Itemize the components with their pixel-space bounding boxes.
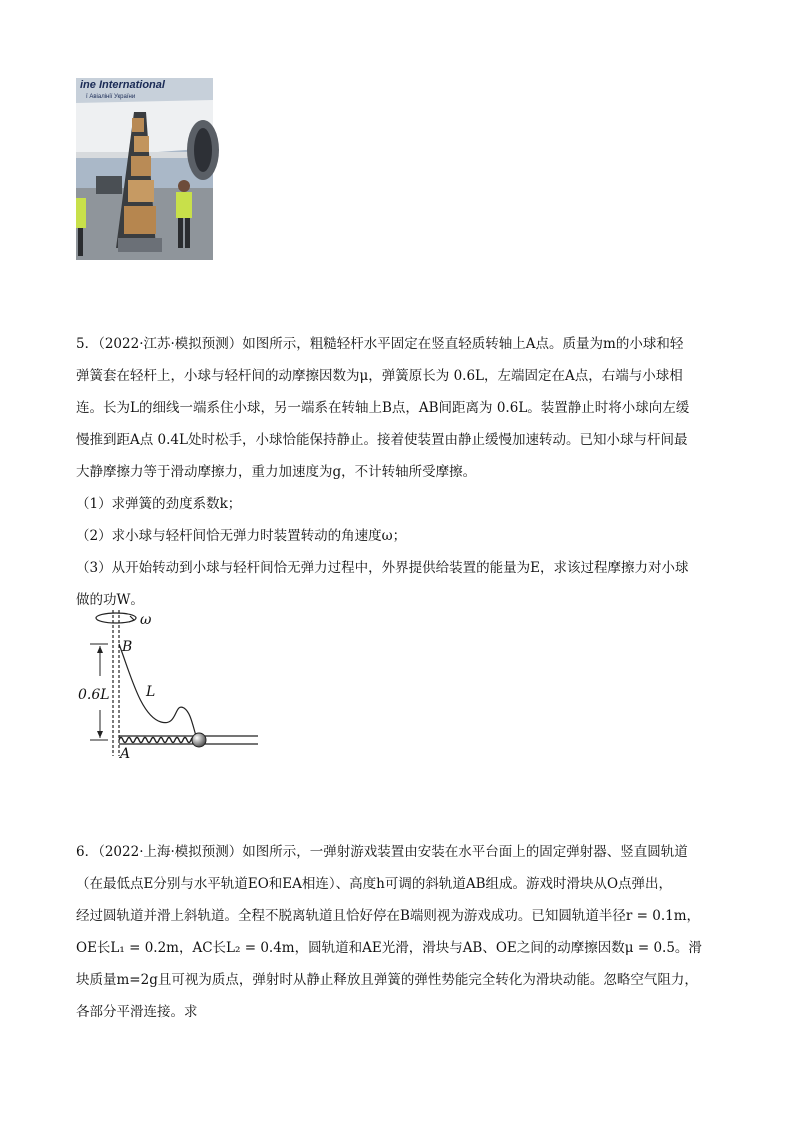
ball <box>192 733 206 747</box>
omega-label: ω <box>140 612 152 628</box>
q5-line: 连。长为L的细线一端系住小球，另一端系在转轴上B点，AB间距离为 0.6L。装置静止时将小球向左缓 <box>76 400 690 416</box>
distance-label: 0.6L <box>78 687 110 703</box>
length-label: L <box>146 684 156 700</box>
q5-line: 慢推到距A点 0.4L处时松手，小球恰能保持静止。接着使装置由静止缓慢加速转动。已知小球与杆间最 <box>76 432 688 448</box>
airline-logo-subtext: ї Авіалінії України <box>86 94 136 100</box>
rotating-rod-diagram <box>78 606 276 766</box>
q6-line: （在最低点E分别与水平轨道EO和EA相连）、高度h可调的斜轨道AB组成。游戏时滑块从O点弹出， <box>76 876 673 892</box>
q6-line: 各部分平滑连接。求 <box>76 1004 198 1020</box>
spring <box>119 738 199 743</box>
q6-line: OE长L₁ = 0.2m，AC长L₂ = 0.4m，圆轨道和AE光滑，滑块与AB、OE之间的动摩擦因数μ = 0.5。滑 <box>76 940 702 956</box>
airline-logo-text: ine International <box>80 79 165 91</box>
q6-line: 经过圆轨道并滑上斜轨道。全程不脱离轨道且恰好停在B端则视为游戏成功。已知圆轨道半径r = 0.1m， <box>76 908 701 924</box>
q5-line: 弹簧套在轻杆上，小球与轻杆间的动摩擦因数为μ，弹簧原长为 0.6L，左端固定在A点，右端与小球相 <box>76 368 683 384</box>
q6-line: 块质量m=2g且可视为质点，弹射时从静止释放且弹簧的弹性势能完全转化为滑块动能。忽略空气阻力， <box>76 972 698 988</box>
q5-line: 5．（2022·江苏·模拟预测）如图所示，粗糙轻杆水平固定在竖直轻质转轴上A点。质量为m的小球和轻 <box>76 336 684 352</box>
diagram-svg <box>78 606 276 766</box>
q5-subquestion-2: （2）求小球与轻杆间恰无弹力时装置转动的角速度ω； <box>76 528 407 544</box>
q5-subquestion-3-cont: 做的功W。 <box>76 592 144 608</box>
photo-illustration <box>76 78 213 260</box>
point-b-label: B <box>122 639 133 655</box>
q5-subquestion-3: （3）从开始转动到小球与轻杆间恰无弹力过程中，外界提供给装置的能量为E，求该过程摩擦力对小球 <box>76 560 689 576</box>
q5-subquestion-1: （1）求弹簧的劲度系数k； <box>76 496 242 512</box>
question-5 <box>76 328 716 616</box>
q5-line: 大静摩擦力等于滑动摩擦力，重力加速度为g，不计转轴所受摩擦。 <box>76 464 477 480</box>
airplane-cargo-photo <box>76 78 213 260</box>
point-a-label: A <box>120 746 131 762</box>
q6-line: 6．（2022·上海·模拟预测）如图所示，一弹射游戏装置由安装在水平台面上的固定弹射器、竖直圆轨道 <box>76 844 688 860</box>
question-6 <box>76 836 716 1028</box>
